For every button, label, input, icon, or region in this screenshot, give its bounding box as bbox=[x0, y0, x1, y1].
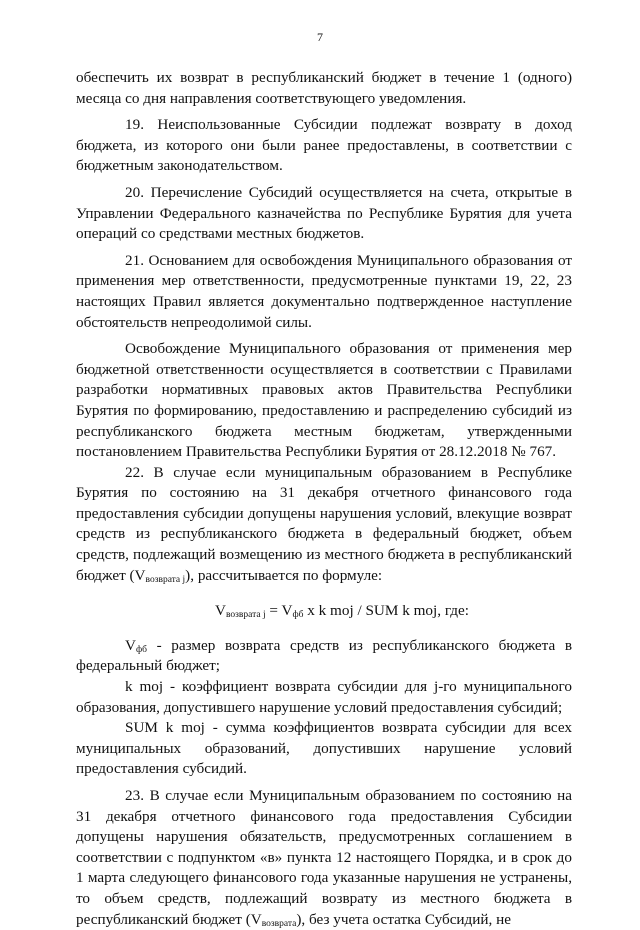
definition-vfb-subscript: фб bbox=[135, 644, 147, 655]
formula-fb-subscript: фб bbox=[292, 610, 304, 621]
definition-vfb-symbol: V bbox=[125, 636, 136, 654]
formula-eq: = V bbox=[265, 602, 293, 620]
paragraph-21-exemption: Освобождение Муниципального образования от применения мер бюджетной ответственности осуществляется в соответствии с Правилами разработки нормативных правовых актов Правительства Республики Бурятия по формированию, предоставлению и распределению субсидий из республиканского бюджета местным бюджетам, утвержденными постановлением Правительства Республики Бурятия от 28.12.2018 № 767. bbox=[76, 340, 572, 461]
definition-vfb bbox=[76, 636, 572, 677]
paragraph-22 bbox=[76, 463, 572, 587]
formula-rest: x k moj / SUM k moj, где: bbox=[303, 602, 469, 620]
formula-v-subscript: возврата j bbox=[225, 610, 266, 621]
definition-sum-kmoj: SUM k moj - сумма коэффициентов возврата субсидии для всех муниципальных образований, допустивших нарушение условий предоставления субсидий. bbox=[76, 719, 572, 778]
paragraph-23-tail: ), без учета остатка Субсидий, не bbox=[296, 910, 512, 928]
formula bbox=[76, 601, 572, 622]
paragraph-23-text: 23. В случае если Муниципальным образованием по состоянию на 31 декабря отчетного финансового года предоставления Субсидии допущены нарушения обязательств, предусмотренных соглашением в соответствии с подпунктом «в» пункта 12 настоящего Порядка, и в срок до 1 марта следующего финансового года указанные нарушения не устранены, то объем средств, подлежащий возврату из местного бюджета в республиканский бюджет (V bbox=[76, 787, 572, 928]
definition-kmoj: k moj - коэффициент возврата субсидии для j-го муниципального образования, допустившего нарушение условий предоставления субсидий; bbox=[76, 678, 572, 716]
paragraph-continuation: обеспечить их возврат в республиканский бюджет в течение 1 (одного) месяца со дня направления соответствующего уведомления. bbox=[76, 69, 572, 107]
definition-vfb-text: - размер возврата средств из республиканского бюджета в федеральный бюджет; bbox=[76, 636, 572, 675]
paragraph-19: 19. Неиспользованные Субсидии подлежат возврату в доход бюджета, из которого они были ранее предоставлены, в соответствии с бюджетным законодательством. bbox=[76, 116, 572, 175]
paragraph-22-tail: ), рассчитывается по формуле: bbox=[185, 566, 383, 584]
paragraph-23-subscript: возврата bbox=[261, 918, 297, 929]
paragraph-22-text: 22. В случае если муниципальным образованием в Республике Бурятия по состоянию на 31 декабря отчетного финансового года предоставления субсидии допущены нарушения условий, влекущие возврат средств из республиканского бюджета в федеральный бюджет, объем средств, подлежащий возмещению из местного бюджета в республиканский бюджет (V bbox=[76, 463, 572, 584]
page-number: 7 bbox=[317, 30, 323, 44]
document-body bbox=[76, 68, 572, 930]
formula-v: V bbox=[215, 602, 226, 620]
paragraph-23 bbox=[76, 786, 572, 930]
paragraph-22-subscript: возврата j bbox=[145, 574, 186, 585]
paragraph-20: 20. Перечисление Субсидий осуществляется на счета, открытые в Управлении Федерального казначейства по Республике Бурятия для учета операций со средствами местных бюджетов. bbox=[76, 183, 572, 243]
paragraph-21: 21. Основанием для освобождения Муниципального образования от применения мер ответственности, предусмотренные пунктами 19, 22, 23 настоящих Правил является документально подтвержденное наступление обстоятельств непреодолимой силы. bbox=[76, 251, 572, 331]
